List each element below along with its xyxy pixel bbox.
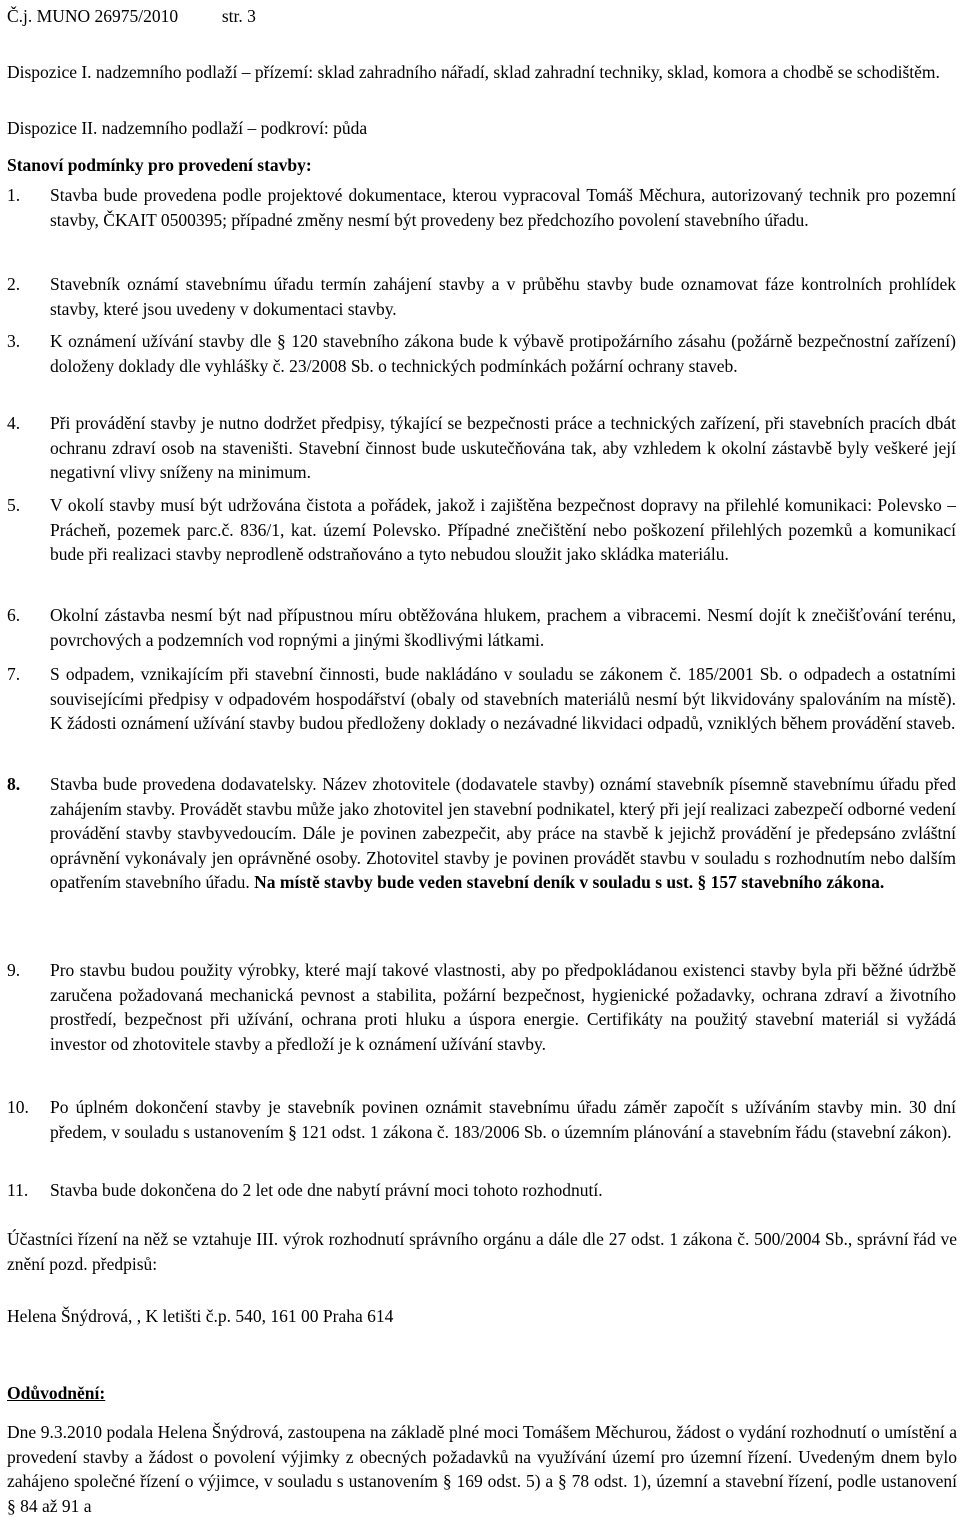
item-number: 2. [7,274,21,294]
participant-address: Helena Šnýdrová, , K letišti č.p. 540, 161 00 Praha 614 [7,1306,394,1326]
conditions-heading: Stanoví podmínky pro provedení stavby: [7,155,312,175]
item-number: 1. [7,185,21,205]
item-number: 9. [7,960,21,980]
item-text: Okolní zástavba nesmí být nad přípustnou míru obtěžována hlukem, prachem a vibracemi. Nesmí dojít k znečišťování terénu, povrchových a podzemních vod ropnými a jinými škodlivými látkami. [50,605,956,650]
item-number: 3. [7,331,21,351]
dispozice-1: Dispozice I. nadzemního podlaží – přízemí: sklad zahradního nářadí, sklad zahradní techniky, sklad, komora a chodbě se schodištěm. [7,62,940,82]
item-text [50,772,956,895]
item-text: Stavebník oznámí stavebnímu úřadu termín zahájení stavby a v průběhu stavby bude oznamovat fáze kontrolních prohlídek stavby, které jsou uvedeny v dokumentaci stavby. [50,274,956,319]
reasoning-heading: Odůvodnění: [7,1383,106,1403]
dispozice-2: Dispozice II. nadzemního podlaží – podkroví: půda [7,118,368,138]
item-text-regular: Stavba bude provedena dodavatelsky. Název zhotovitele (dodavatele stavby) oznámí stavebník písemně stavebnímu úřadu před zahájením stavby. Provádět stavbu může jako zhotovitel jen stavební podnikatel, který při její realizaci zabezpečí odborné vedení provádění stavby stavbyvedoucím. Dále je povinen zabezpečit, aby práce na stavbě k jejichž provádění je předepsáno zvláštní oprávnění vykonávaly jen oprávněné osoby. Zhotovitel stavby je povinen provádět stavbu v souladu s rozhodnutím nebo dalším opatřením stavebního úřadu. [50,774,956,893]
item-number: 6. [7,605,21,625]
item-text: Stavba bude dokončena do 2 let ode dne nabytí právní moci tohoto rozhodnutí. [50,1180,603,1200]
reference-number: Č.j. MUNO 26975/2010 [7,6,179,26]
participants-intro: Účastníci řízení na něž se vztahuje III. výrok rozhodnutí správního orgánu a dále dle 27 odst. 1 zákona č. 500/2004 Sb., správní řád ve znění pozd. předpisů: [7,1229,957,1274]
item-number: 8. [7,774,21,794]
item-number: 10. [7,1097,29,1117]
item-text: S odpadem, vznikajícím při stavební činnosti, bude nakládáno v souladu se zákonem č. 185/2001 Sb. o odpadech a ostatními souvisejícími předpisy v odpadovém hospodářství (obaly od stavebních materiálů nesmí být likvidovány spalováním na místě). K žádosti oznámení užívání stavby budou předloženy doklady o nezávadné likvidaci odpadů, vzniklých během provádění staveb. [50,664,956,734]
page-header [7,4,256,29]
page-number: str. 3 [221,6,256,26]
item-number: 5. [7,495,21,515]
item-text: K oznámení užívání stavby dle § 120 stavebního zákona bude k výbavě protipožárního zásahu (požárně bezpečnostní zařízení) doloženy doklady dle vyhlášky č. 23/2008 Sb. o technických podmínkách požární ochrany staveb. [50,331,956,376]
item-text: Stavba bude provedena podle projektové dokumentace, kterou vypracoval Tomáš Měchura, autorizovaný technik pro pozemní stavby, ČKAIT 0500395; případné změny nesmí být provedeny bez předchozího povolení stavebního úřadu. [50,185,956,230]
item-text: Po úplném dokončení stavby je stavebník povinen oznámit stavebnímu úřadu záměr započít s užíváním stavby min. 30 dní předem, v souladu s ustanovením § 121 odst. 1 zákona č. 183/2006 Sb. o územním plánování a stavebním řádu (stavební zákon). [50,1097,956,1142]
item-number: 4. [7,413,21,433]
reasoning-text: Dne 9.3.2010 podala Helena Šnýdrová, zastoupena na základě plné moci Tomášem Měchurou, žádost o vydání rozhodnutí o umístění a provedení stavby a žádost o povolení výjimky z obecných požadavků na využívání území pro územní řízení. Uvedeným dnem bylo zahájeno společné řízení o výjimce, v souladu s ustanovením § 169 odst. 5) a § 78 odst. 1), územní a stavební řízení, podle ustanovení § 84 až 91 a [7,1422,957,1516]
item-text: Při provádění stavby je nutno dodržet předpisy, týkající se bezpečnosti práce a technických zařízení, při stavebních pracích dbát ochranu zdraví osob na staveništi. Stavební činnost bude uskutečňována tak, aby vzhledem k okolní zástavbě byly veškeré její negativní vlivy sníženy na minimum. [50,413,956,483]
item-text: V okolí stavby musí být udržována čistota a pořádek, jakož i zajištěna bezpečnost dopravy na přilehlé komunikaci: Polevsko – Prácheň, pozemek parc.č. 836/1, kat. území Polevsko. Případné znečištění nebo poškození přilehlých pozemků a komunikací bude při realizaci stavby neprodleně odstraňováno a tyto nebudou sloužit jako skládka materiálu. [50,495,956,565]
item-number: 11. [7,1180,29,1200]
item-text: Pro stavbu budou použity výrobky, které mají takové vlastnosti, aby po předpokládanou existenci stavby byla při běžné údržbě zaručena požadovaná mechanická pevnost a stabilita, požární bezpečnost, hygienické požadavky, ochrana zdraví a životního prostředí, bezpečnost při užívání, ochrana proti hluku a úspora energie. Certifikáty na použitý stavební materiál si vyžádá investor od zhotovitele stavby a předloží je k oznámení užívání stavby. [50,960,956,1054]
item-number: 7. [7,664,21,684]
item-text-bold: Na místě stavby bude veden stavební deník v souladu s ust. § 157 stavebního zákona. [254,872,885,893]
